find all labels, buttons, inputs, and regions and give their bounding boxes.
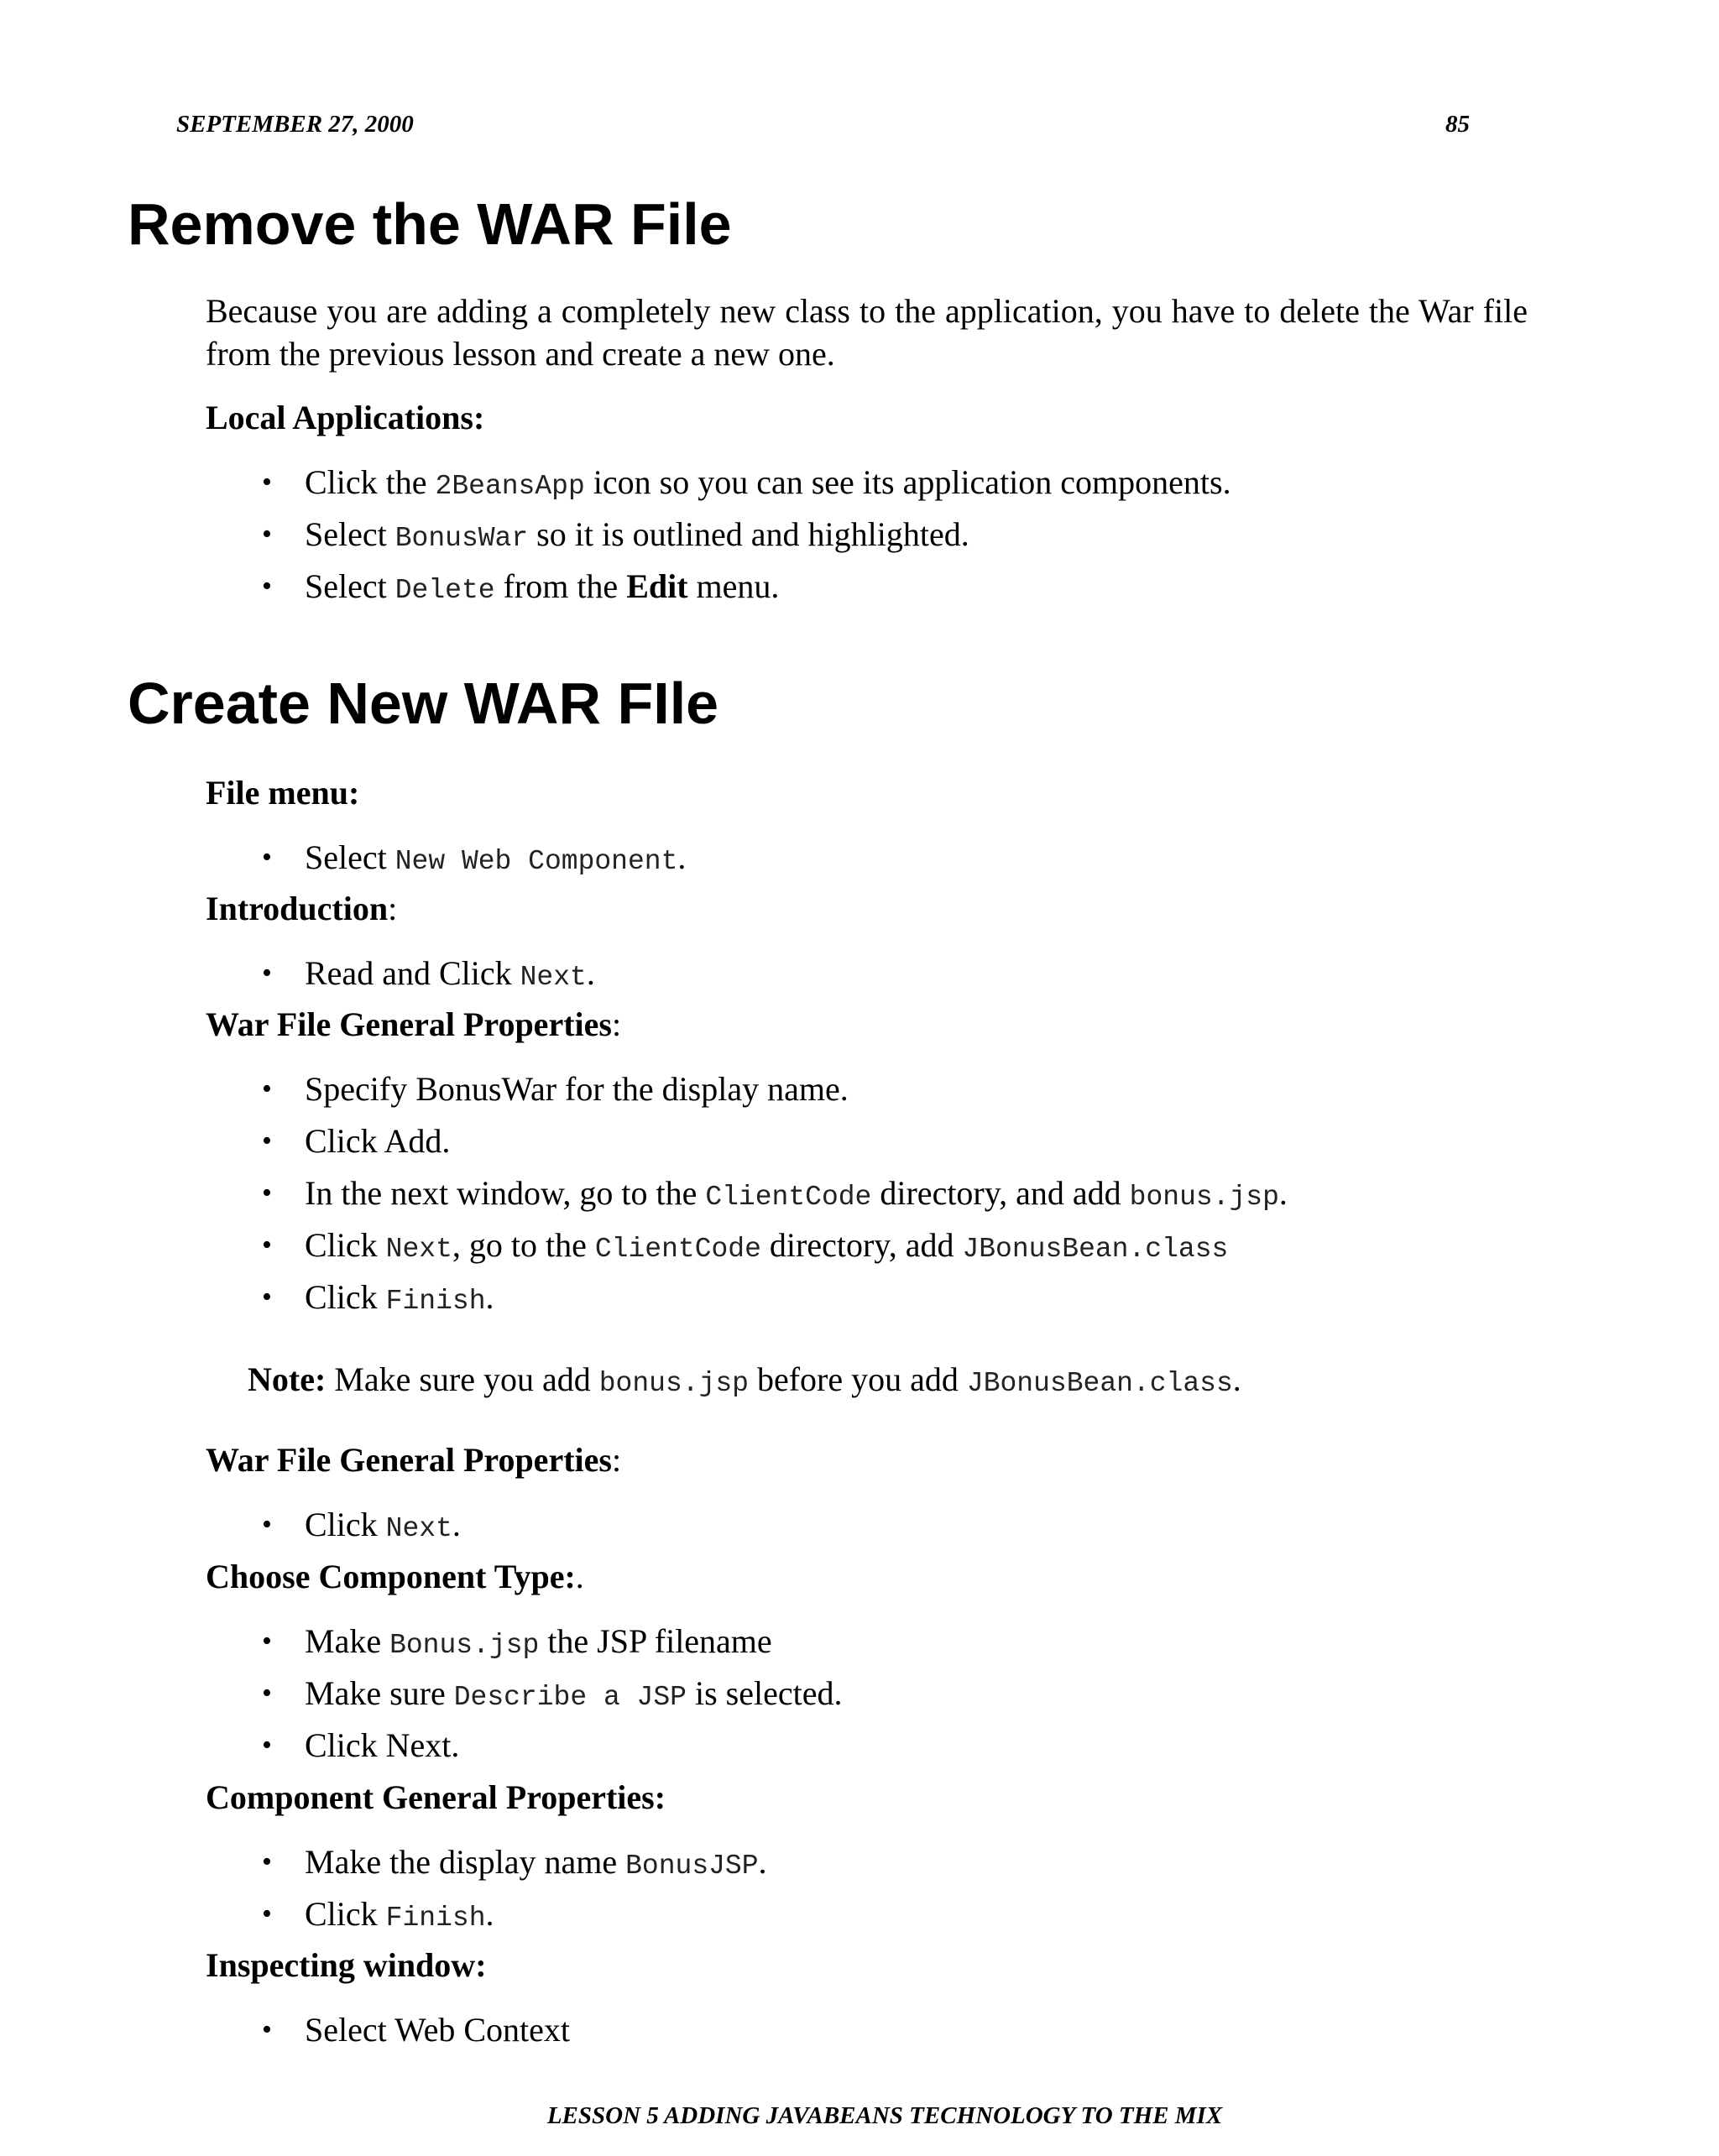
list-item: • Click Finish. bbox=[262, 1895, 494, 1934]
note: Note: Make sure you add bonus.jsp before you add JBonusBean.class. bbox=[248, 1360, 1241, 1399]
bullet-icon: • bbox=[262, 1177, 272, 1209]
bullet-icon: • bbox=[262, 571, 272, 602]
section-heading-remove-war: Remove the WAR File bbox=[128, 191, 732, 257]
subheading-file-menu: File menu: bbox=[206, 774, 360, 812]
page-number: 85 bbox=[1445, 111, 1470, 138]
bullet-icon: • bbox=[262, 842, 272, 873]
bullet-icon: • bbox=[262, 1730, 272, 1761]
list-item: • Specify BonusWar for the display name. bbox=[267, 1068, 849, 1110]
list-item: • Make Bonus.jsp the JSP filename bbox=[262, 1622, 772, 1661]
list-item: • Select Delete from the Edit menu. bbox=[262, 567, 780, 606]
subheading-component-general-properties: Component General Properties: bbox=[206, 1778, 666, 1816]
list-item: • Select Web Context bbox=[267, 2009, 570, 2051]
list-item: • Click Next. bbox=[262, 1506, 461, 1544]
bullet-icon: • bbox=[262, 958, 272, 989]
list-item: • Select New Web Component. bbox=[262, 838, 687, 877]
list-item: • Click Add. bbox=[267, 1120, 450, 1162]
list-item: • Read and Click Next. bbox=[262, 954, 595, 993]
bullet-icon: • bbox=[262, 1626, 272, 1657]
subheading-inspecting-window: Inspecting window: bbox=[206, 1946, 487, 1984]
list-item: • Make the display name BonusJSP. bbox=[262, 1843, 767, 1882]
subheading-local-applications: Local Applications: bbox=[206, 399, 485, 436]
bullet-icon: • bbox=[262, 467, 272, 498]
bullet-icon: • bbox=[262, 1509, 272, 1540]
running-header-date: SEPTEMBER 27, 2000 bbox=[176, 111, 414, 138]
running-footer: LESSON 5 ADDING JAVABEANS TECHNOLOGY TO THE MIX bbox=[546, 2102, 1223, 2129]
list-item: • In the next window, go to the ClientCode directory, and add bonus.jsp. bbox=[262, 1174, 1288, 1213]
subheading-introduction: Introduction: bbox=[206, 890, 398, 927]
list-item: • Click Finish. bbox=[262, 1278, 494, 1317]
bullet-icon: • bbox=[262, 1073, 272, 1104]
list-item: • Select BonusWar so it is outlined and highlighted. bbox=[262, 515, 969, 554]
subheading-war-file-general-properties: War File General Properties: bbox=[206, 1441, 622, 1479]
bullet-icon: • bbox=[262, 1846, 272, 1877]
subheading-war-file-general-properties: War File General Properties: bbox=[206, 1005, 622, 1043]
intro-paragraph: Because you are adding a completely new class to the application, you have to delete the War file from the previous lesson and create a new one. bbox=[206, 292, 1528, 373]
bullet-icon: • bbox=[262, 1678, 272, 1709]
bullet-icon: • bbox=[262, 2014, 272, 2045]
list-item: • Click Next, go to the ClientCode directory, add JBonusBean.class bbox=[262, 1226, 1229, 1265]
bullet-icon: • bbox=[262, 1898, 272, 1929]
bullet-icon: • bbox=[262, 1282, 272, 1313]
bullet-icon: • bbox=[262, 519, 272, 550]
subheading-choose-component-type: Choose Component Type:. bbox=[206, 1558, 584, 1595]
list-item: • Make sure Describe a JSP is selected. bbox=[262, 1674, 843, 1713]
bullet-icon: • bbox=[262, 1229, 272, 1261]
list-item: • Click the 2BeansApp icon so you can see its application components. bbox=[262, 463, 1231, 502]
list-item: • Click Next. bbox=[267, 1725, 459, 1767]
section-heading-create-war: Create New WAR FIle bbox=[128, 671, 719, 736]
bullet-icon: • bbox=[262, 1125, 272, 1156]
